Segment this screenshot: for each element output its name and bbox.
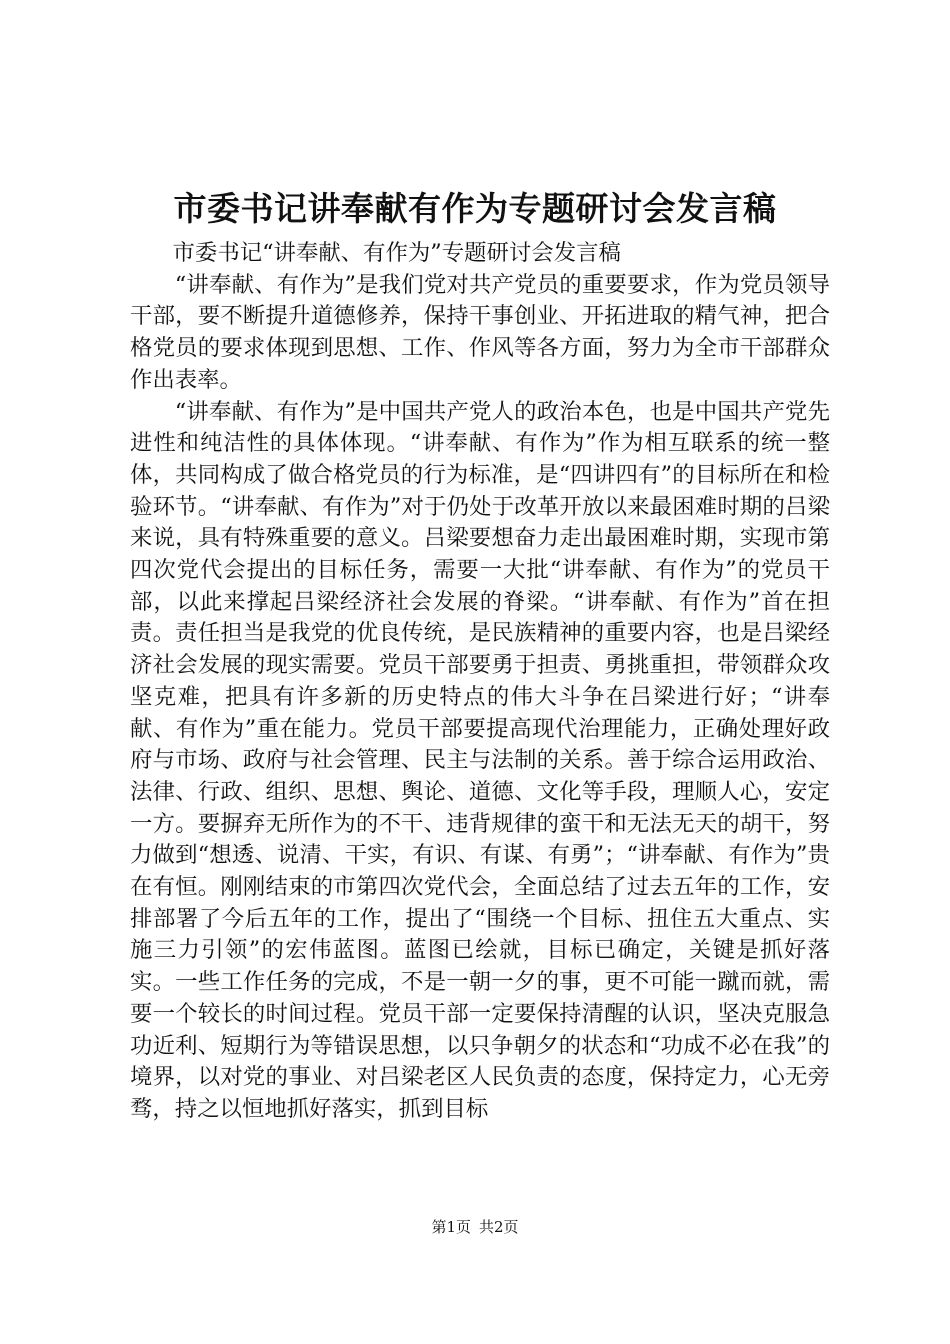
page-number: 第1页 [431, 1218, 471, 1236]
document-title: 市委书记讲奉献有作为专题研讨会发言稿 [173, 189, 777, 228]
page-total: 共2页 [479, 1218, 519, 1236]
paragraph-1: “讲奉献、有作为”是我们党对共产党员的重要要求，作为党员领导干部，要不断提升道德修养，保持干事创业、开拓进取的精气神，把合格党员的要求体现到思想、工作、作风等各方面，努力为全市干部群众作出表率。 [130, 271, 830, 393]
paragraph-2: “讲奉献、有作为”是中国共产党人的政治本色，也是中国共产党先进性和纯洁性的具体体现。“讲奉献、有作为”作为相互联系的统一整体，共同构成了做合格党员的行为标准，是“四讲四有”的目标所在和检验环节。“讲奉献、有作为”对于仍处于改革开放以来最困难时期的吕梁来说，具有特殊重要的意义。吕梁要想奋力走出最困难时期，实现市第四次党代会提出的目标任务，需要一大批“讲奉献、有作为”的党员干部，以此来撑起吕梁经济社会发展的脊梁。“讲奉献、有作为”首在担责。责任担当是我党的优良传统，是民族精神的重要内容，也是吕梁经济社会发展的现实需要。党员干部要勇于担责、勇挑重担，带领群众攻坚克难，把具有许多新的历史特点的伟大斗争在吕梁进行好；“讲奉献、有作为”重在能力。党员干部要提高现代治理能力，正确处理好政府与市场、政府与社会管理、民主与法制的关系。善于综合运用政治、法律、行政、组织、思想、舆论、道德、文化等手段，理顺人心，安定一方。要摒弃无所作为的不干、违背规律的蛮干和无法无天的胡干，努力做到“想透、说清、干实，有识、有谋、有勇”；“讲奉献、有作为”贵在有恒。刚刚结束的市第四次党代会，全面总结了过去五年的工作，安排部署了今后五年的工作，提出了“围绕一个目标、扭住五大重点、实施三力引领”的宏伟蓝图。蓝图已绘就，目标已确定，关键是抓好落实。一些工作任务的完成，不是一朝一夕的事，更不可能一蹴而就，需要一个较长的时间过程。党员干部一定要保持清醒的认识，坚决克服急功近利、短期行为等错误思想，以只争朝夕的状态和“功成不必在我”的境界，以对党的事业、对吕梁老区人民负责的态度，保持定力，心无旁骛，持之以恒地抓好落实，抓到目标 [130, 398, 830, 1122]
document-body [130, 238, 830, 1126]
page-footer [0, 1216, 950, 1238]
document-subtitle: 市委书记“讲奉献、有作为”专题研讨会发言稿 [172, 240, 621, 266]
